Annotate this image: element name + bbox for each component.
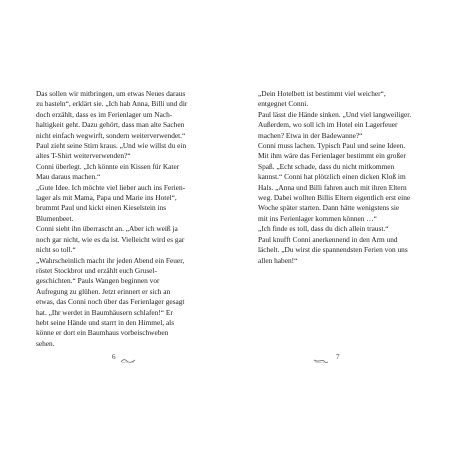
text-line: mit ins Ferienlager kommen können …“ [258, 213, 377, 223]
text-line: Woche später starten. Dann hätte wenigstens sie [258, 203, 400, 213]
text-line: entgegnet Conni. [258, 99, 309, 109]
text-line: hebt seine Hände und starrt in den Himmel, als [36, 317, 175, 327]
text-line: Spaß. „Echt schade, dass du nicht mitkommen [258, 161, 395, 171]
squiggle-ornament-icon [120, 352, 136, 370]
text-line: nicht einfach wegwirft, sondern weiterverwendet.“ [36, 130, 186, 140]
text-line: Conni überlegt. „Ich könnte ein Kissen für Kater [36, 161, 180, 171]
text-line: geschichten.“ Pauls Wangen beginnen vor [36, 276, 160, 286]
text-line: sehen. [36, 338, 55, 348]
text-line: lächelt. „Du wirst die spannendsten Ferien von uns [258, 245, 408, 255]
text-line: altes T-Shirt weiterverwenden?“ [36, 151, 131, 161]
text-line: nicht so toll.“ [36, 245, 76, 255]
text-line: Hals. „Anna und Billi fahren auch mit ihren Eltern [258, 182, 407, 192]
text-line: noch gar nicht, wie es da ist. Vielleicht wird es gar [36, 234, 185, 244]
text-line: Paul knufft Conni anerkennend in den Arm und [258, 234, 398, 244]
text-line: weg. Dabei wollten Billis Eltern eigentlich erst eine [258, 193, 411, 203]
text-line: hat. „Ihr werdet in Baumhäusern schlafen!“ Er [36, 307, 173, 317]
text-line: Mit ihm wäre das Ferienlager bestimmt ein großer [258, 151, 406, 161]
text-line: doch erzählt, dass es im Ferienlager um Nach- [36, 109, 173, 119]
page-number-right: 7 [336, 353, 340, 361]
text-line: könne er dort ein Baumhaus vorbeischweben [36, 328, 169, 338]
text-line: Conni sieht ihn überrascht an. „Aber ich weiß ja [36, 224, 178, 234]
text-line: zu basteln“, erklärt sie. „Ich hab Anna, Billi und dir [36, 99, 188, 109]
text-line: Außerdem, wo soll ich im Hotel ein Lagerfeuer [258, 120, 398, 130]
text-line: röstet Stockbrot und erzählt euch Grusel- [36, 265, 157, 275]
text-line: Paul zieht seine Stirn kraus. „Und wie willst du ein [36, 141, 187, 151]
text-line: allen haben!“ [258, 255, 298, 265]
page-number-left: 6 [112, 353, 116, 361]
text-line: Das sollen wir mitbringen, um etwas Neues daraus [36, 89, 186, 98]
text-line: „Gute Idee. Ich möchte viel lieber auch ins Ferien- [36, 182, 186, 192]
text-line: „Ich finde es toll, dass du dich allein traust.“ [258, 224, 389, 234]
text-line: haltigkeit geht. Dazu gehört, dass man alte Sachen [36, 120, 185, 130]
left-page-text [36, 89, 216, 349]
text-line: „Dein Hotelbett ist bestimmt viel weicher“, [258, 89, 386, 98]
text-line: Paul lässt die Hände sinken. „Und viel langweiliger. [258, 109, 412, 119]
text-line: lager als mit Mama, Papa und Marie ins Hotel“, [36, 193, 177, 203]
right-page-text [258, 89, 438, 266]
text-line: brummt Paul und kickt einen Kieselstein ins [36, 203, 167, 213]
squiggle-ornament-icon [313, 352, 329, 370]
text-line: kannst.“ Conni hat plötzlich einen dicken Kloß im [258, 172, 406, 182]
text-line: machen? Etwa in der Badewanne?“ [258, 130, 363, 140]
text-line: „Wahrscheinlich macht ihr jeden Abend ein Feuer, [36, 255, 185, 265]
text-line: etwas, das Conni noch über das Ferienlager gesagt [36, 297, 185, 307]
text-line: Mau daraus machen.“ [36, 172, 101, 182]
text-line: Conni muss lachen. Typisch Paul und seine Ideen. [258, 141, 406, 151]
text-line: Aufregung zu glühen. Jetzt erinnert er sich an [36, 286, 171, 296]
text-line: Blumenbeet. [36, 213, 74, 223]
